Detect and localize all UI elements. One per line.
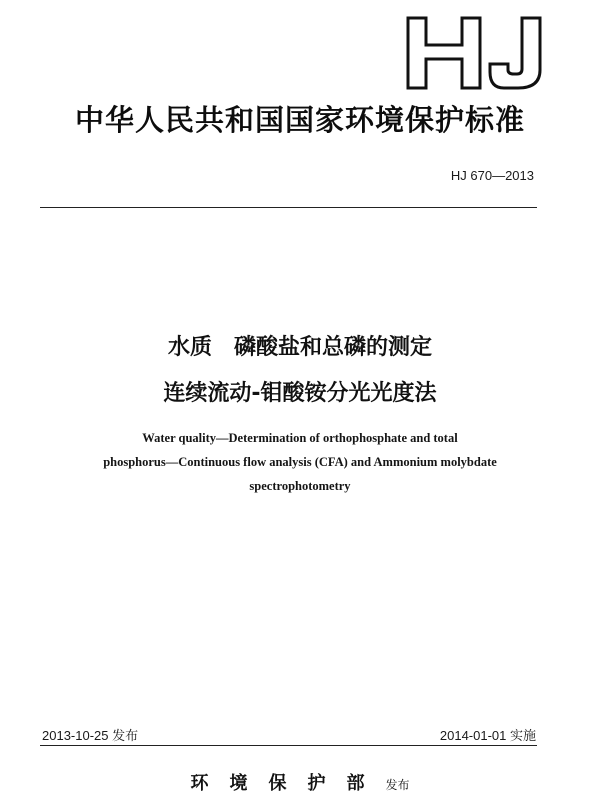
publisher-name: 环境保护部 [190, 773, 386, 794]
english-title-line-1: Water quality—Determination of orthophosphate and total [142, 431, 458, 445]
hj-logo-icon [404, 14, 552, 92]
english-title-line-3: spectrophotometry [249, 479, 351, 493]
bottom-divider [40, 745, 537, 746]
publisher-line [0, 769, 600, 795]
chinese-title-line-1: 水质 磷酸盐和总磷的测定 [167, 335, 432, 360]
english-title [40, 426, 560, 498]
standard-number: HJ 670—2013 [450, 168, 534, 183]
hj-logo [404, 14, 552, 92]
implementation-date: 2014-01-01 实施 [439, 728, 536, 743]
organization-title: 中华人民共和国国家环境保护标准 [74, 103, 525, 137]
chinese-title-line-2: 连续流动-钼酸铵分光光度法 [163, 381, 437, 406]
top-divider [40, 207, 537, 208]
issue-date: 2013-10-25 发布 [42, 728, 139, 743]
english-title-line-2: phosphorus—Continuous flow analysis (CFA) and Ammonium molybdate [103, 455, 497, 469]
publisher-suffix: 发布 [385, 778, 410, 792]
